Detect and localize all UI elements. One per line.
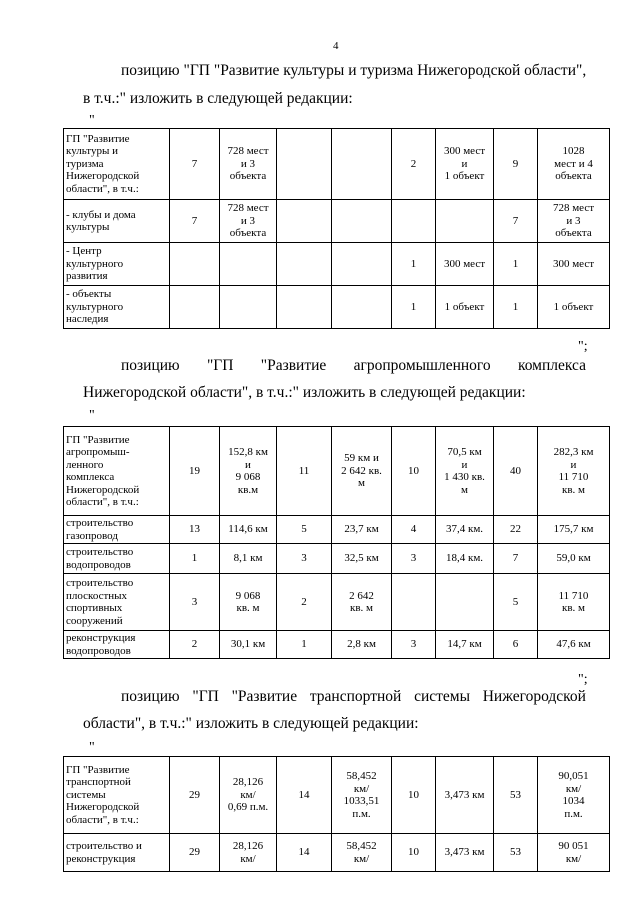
value-cell: 1 [494,286,538,329]
value-cell [436,200,494,243]
sec3-open-quote: " [89,740,95,755]
value-cell: 3,473 км [436,834,494,872]
row-label-cell: строительство и реконструкция [64,834,170,872]
value-cell: 70,5 км и 1 430 кв. м [436,427,494,516]
value-cell: 3 [392,631,436,659]
value-cell: 5 [494,574,538,631]
value-cell: 300 мест и 1 объект [436,129,494,200]
value-cell: 14 [277,834,332,872]
table-row [64,427,610,516]
value-cell [170,243,220,286]
sec1-intro-line1: позицию "ГП "Развитие культуры и туризма Нижегородской области", [121,62,587,79]
word: комплекса [517,357,586,374]
value-cell: 9 [494,129,538,200]
value-cell: 2 642 кв. м [332,574,392,631]
table-row [64,516,610,544]
value-cell: 9 068 кв. м [220,574,277,631]
transport-table [63,756,610,872]
value-cell [392,574,436,631]
row-label-cell: ГП "Развитие культуры и туризма Нижегородской области", в т.ч.: [64,129,170,200]
word: "Развитие [231,688,298,705]
value-cell: 53 [494,834,538,872]
sec2-close-quote: "; [578,672,588,687]
table-row [64,834,610,872]
value-cell: 300 мест [538,243,610,286]
value-cell: 2 [277,574,332,631]
row-label-cell: - Центр культурного развития [64,243,170,286]
value-cell: 5 [277,516,332,544]
row-label-cell: строительство плоскостных спортивных сооружений [64,574,170,631]
row-label-cell: строительство газопровод [64,516,170,544]
value-cell [277,129,332,200]
table-row [64,286,610,329]
value-cell: 3 [392,544,436,574]
value-cell: 4 [392,516,436,544]
value-cell: 728 мест и 3 объекта [538,200,610,243]
value-cell [332,243,392,286]
value-cell [277,243,332,286]
word: агропромышленного [353,357,491,374]
value-cell: 32,5 км [332,544,392,574]
value-cell: 1 [392,243,436,286]
word: "ГП [192,688,219,705]
value-cell: 728 мест и 3 объекта [220,129,277,200]
value-cell: 2 [170,631,220,659]
culture-table [63,128,610,329]
value-cell [277,286,332,329]
value-cell: 8,1 км [220,544,277,574]
sec2-open-quote: " [89,408,95,423]
page-number: 4 [333,40,339,52]
value-cell: 1 [392,286,436,329]
value-cell: 90 051 км/ [538,834,610,872]
word: системы [414,688,470,705]
value-cell: 1028 мест и 4 объекта [538,129,610,200]
value-cell [436,574,494,631]
value-cell: 14 [277,757,332,834]
value-cell: 28,126 км/ 0,69 п.м. [220,757,277,834]
row-label-cell: реконструкция водопроводов [64,631,170,659]
table-row [64,129,610,200]
value-cell: 300 мест [436,243,494,286]
value-cell: 11 710 кв. м [538,574,610,631]
value-cell: 22 [494,516,538,544]
value-cell: 58,452 км/ [332,834,392,872]
table-row [64,544,610,574]
value-cell [332,200,392,243]
value-cell: 29 [170,757,220,834]
value-cell: 2 [392,129,436,200]
table-row [64,631,610,659]
value-cell: 1 [494,243,538,286]
value-cell: 18,4 км. [436,544,494,574]
value-cell: 7 [494,200,538,243]
value-cell [220,286,277,329]
row-label-cell: ГП "Развитие агропромыш- ленного комплекса Нижегородской области", в т.ч.: [64,427,170,516]
value-cell: 14,7 км [436,631,494,659]
table-row [64,200,610,243]
sec3-intro-line1 [121,688,586,706]
value-cell [277,200,332,243]
value-cell: 11 [277,427,332,516]
value-cell: 1 [170,544,220,574]
value-cell: 7 [170,129,220,200]
row-label-cell: - клубы и дома культуры [64,200,170,243]
value-cell: 19 [170,427,220,516]
value-cell: 2,8 км [332,631,392,659]
sec2-intro-line2: Нижегородской области", в т.ч.:" изложить в следующей редакции: [83,384,526,401]
value-cell: 1 [277,631,332,659]
word: "ГП [206,357,234,374]
table-row [64,757,610,834]
value-cell: 10 [392,834,436,872]
table-row [64,574,610,631]
value-cell: 47,6 км [538,631,610,659]
value-cell: 28,126 км/ [220,834,277,872]
sec3-intro-line2: области", в т.ч.:" изложить в следующей редакции: [83,715,419,732]
value-cell [392,200,436,243]
table-row [64,243,610,286]
value-cell: 7 [494,544,538,574]
value-cell: 59 км и 2 642 кв. м [332,427,392,516]
value-cell: 58,452 км/ 1033,51 п.м. [332,757,392,834]
value-cell: 90,051 км/ 1034 п.м. [538,757,610,834]
row-label-cell: строительство водопроводов [64,544,170,574]
sec1-intro-line2: в т.ч.:" изложить в следующей редакции: [83,90,353,107]
sec2-intro-line1 [121,357,586,375]
word: позицию [121,688,180,705]
sec1-open-quote: " [89,113,95,128]
value-cell: 6 [494,631,538,659]
row-label-cell: ГП "Развитие транспортной системы Нижегородской области", в т.ч.: [64,757,170,834]
value-cell: 3 [170,574,220,631]
value-cell: 1 объект [436,286,494,329]
word: Нижегородской [482,688,586,705]
value-cell: 53 [494,757,538,834]
value-cell: 29 [170,834,220,872]
sec1-close-quote: "; [578,339,588,354]
value-cell: 40 [494,427,538,516]
value-cell: 10 [392,427,436,516]
value-cell: 114,6 км [220,516,277,544]
value-cell: 13 [170,516,220,544]
value-cell: 23,7 км [332,516,392,544]
value-cell [170,286,220,329]
value-cell: 728 мест и 3 объекта [220,200,277,243]
value-cell [220,243,277,286]
row-label-cell: - объекты культурного наследия [64,286,170,329]
agro-table [63,426,610,659]
word: транспортной [309,688,402,705]
value-cell [332,129,392,200]
word: "Развитие [260,357,327,374]
value-cell: 152,8 км и 9 068 кв.м [220,427,277,516]
word: позицию [121,357,180,374]
value-cell: 1 объект [538,286,610,329]
value-cell: 282,3 км и 11 710 кв. м [538,427,610,516]
value-cell: 59,0 км [538,544,610,574]
value-cell: 7 [170,200,220,243]
value-cell: 37,4 км. [436,516,494,544]
value-cell: 3 [277,544,332,574]
value-cell: 30,1 км [220,631,277,659]
value-cell [332,286,392,329]
value-cell: 175,7 км [538,516,610,544]
value-cell: 3,473 км [436,757,494,834]
value-cell: 10 [392,757,436,834]
